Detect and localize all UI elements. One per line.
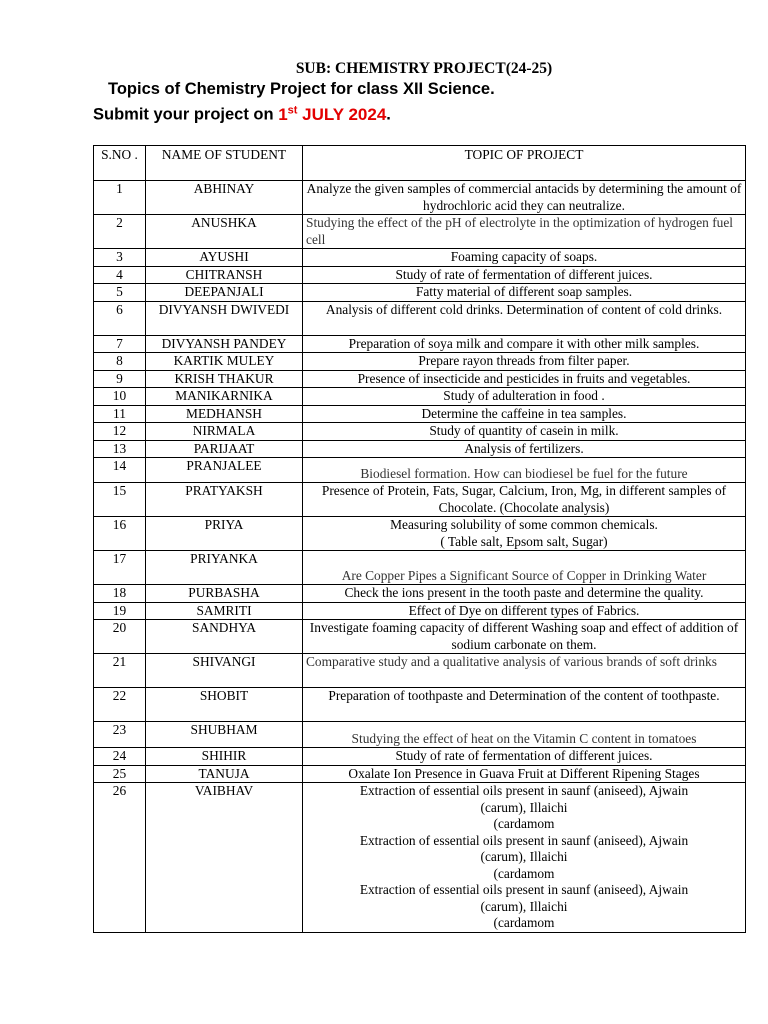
row-topic: Presence of Protein, Fats, Sugar, Calcium, Iron, Mg, in different samples of Chocolate. (Chocolate analysis)	[303, 483, 746, 517]
table-row	[94, 765, 746, 783]
row-sno: 6	[94, 301, 146, 335]
row-sno: 4	[94, 266, 146, 284]
row-student-name: PRANJALEE	[146, 458, 303, 483]
row-student-name: SHIVANGI	[146, 654, 303, 688]
project-topics-table	[93, 145, 746, 933]
topic-line: (cardamom	[493, 816, 555, 831]
subject-heading: SUB: CHEMISTRY PROJECT(24-25)	[295, 60, 553, 77]
row-sno: 15	[94, 483, 146, 517]
topic-line: (carum), Illaichi	[480, 898, 568, 914]
row-student-name: PRIYA	[146, 517, 303, 551]
row-sno: 2	[94, 215, 146, 249]
row-topic	[303, 783, 746, 933]
row-student-name: TANUJA	[146, 765, 303, 783]
row-student-name: ANUSHKA	[146, 215, 303, 249]
table-row	[94, 748, 746, 766]
row-sno: 8	[94, 353, 146, 371]
row-sno: 1	[94, 181, 146, 215]
row-student-name: PRIYANKA	[146, 551, 303, 585]
row-student-name: KRISH THAKUR	[146, 370, 303, 388]
row-student-name: PARIJAAT	[146, 440, 303, 458]
table-row	[94, 405, 746, 423]
row-student-name: SHUBHAM	[146, 722, 303, 748]
row-topic: Study of quantity of casein in milk.	[303, 423, 746, 441]
row-student-name: DIVYANSH PANDEY	[146, 335, 303, 353]
row-student-name: ABHINAY	[146, 181, 303, 215]
row-topic: Check the ions present in the tooth paste and determine the quality.	[303, 585, 746, 603]
row-topic	[303, 517, 746, 551]
row-topic: Determine the caffeine in tea samples.	[303, 405, 746, 423]
topic-line: Extraction of essential oils present in saunf (aniseed), Ajwain	[359, 832, 689, 848]
topics-subtitle: Topics of Chemistry Project for class XII Science.	[108, 80, 495, 98]
table-row	[94, 423, 746, 441]
row-topic: Foaming capacity of soaps.	[303, 249, 746, 267]
row-sno: 12	[94, 423, 146, 441]
row-topic: Analyze the given samples of commercial antacids by determining the amount of hydrochloric acid they can neutralize.	[303, 181, 746, 215]
submit-ordinal: st	[287, 104, 298, 116]
row-topic: Analysis of different cold drinks. Determination of content of cold drinks.	[303, 301, 746, 335]
table-row	[94, 517, 746, 551]
row-sno: 23	[94, 722, 146, 748]
topic-line: (cardamom	[493, 865, 555, 881]
table-row	[94, 301, 746, 335]
submit-day: 1	[278, 104, 288, 124]
topic-line: ( Table salt, Epsom salt, Sugar)	[440, 533, 608, 549]
row-topic: Studying the effect of the pH of electrolyte in the optimization of hydrogen fuel cell	[303, 215, 746, 249]
row-sno: 16	[94, 517, 146, 551]
header-topic: TOPIC OF PROJECT	[303, 146, 746, 181]
topic-line: (carum), Illaichi	[480, 849, 568, 864]
table-row	[94, 440, 746, 458]
table-row	[94, 654, 746, 688]
table-row	[94, 551, 746, 585]
row-sno: 18	[94, 585, 146, 603]
row-topic: Preparation of soya milk and compare it with other milk samples.	[303, 335, 746, 353]
table-row	[94, 688, 746, 722]
topic-line: (cardamom	[493, 915, 555, 930]
row-student-name: KARTIK MULEY	[146, 353, 303, 371]
row-topic: Are Copper Pipes a Significant Source of Copper in Drinking Water	[303, 551, 746, 585]
topic-line: Extraction of essential oils present in saunf (aniseed), Ajwain	[359, 783, 689, 798]
row-topic: Effect of Dye on different types of Fabrics.	[303, 602, 746, 620]
row-sno: 25	[94, 765, 146, 783]
table-row	[94, 388, 746, 406]
row-sno: 11	[94, 405, 146, 423]
table-row	[94, 335, 746, 353]
table-row	[94, 266, 746, 284]
row-topic: Analysis of fertilizers.	[303, 440, 746, 458]
row-topic: Investigate foaming capacity of different Washing soap and effect of addition of sodium carbonate on them.	[303, 620, 746, 654]
table-row	[94, 620, 746, 654]
row-topic: Fatty material of different soap samples.	[303, 284, 746, 302]
row-sno: 22	[94, 688, 146, 722]
row-topic: Comparative study and a qualitative analysis of various brands of soft drinks	[303, 654, 746, 688]
row-student-name: DIVYANSH DWIVEDI	[146, 301, 303, 335]
row-student-name: DEEPANJALI	[146, 284, 303, 302]
row-sno: 9	[94, 370, 146, 388]
row-sno: 3	[94, 249, 146, 267]
row-student-name: PRATYAKSH	[146, 483, 303, 517]
table-row	[94, 483, 746, 517]
row-sno: 24	[94, 748, 146, 766]
header-student-name: NAME OF STUDENT	[146, 146, 303, 181]
row-topic: Study of adulteration in food .	[303, 388, 746, 406]
table-row	[94, 353, 746, 371]
table-row	[94, 722, 746, 748]
table-row	[94, 458, 746, 483]
row-topic: Biodiesel formation. How can biodiesel be fuel for the future	[303, 458, 746, 483]
row-sno: 10	[94, 388, 146, 406]
row-student-name: SHIHIR	[146, 748, 303, 766]
row-student-name: MANIKARNIKA	[146, 388, 303, 406]
submit-month-year: JULY 2024	[297, 104, 387, 124]
row-topic: Prepare rayon threads from filter paper.	[303, 353, 746, 371]
row-topic: Presence of insecticide and pesticides in fruits and vegetables.	[303, 370, 746, 388]
table-row	[94, 249, 746, 267]
row-topic: Study of rate of fermentation of different juices.	[303, 748, 746, 766]
row-topic: Studying the effect of heat on the Vitamin C content in tomatoes	[303, 722, 746, 748]
row-student-name: MEDHANSH	[146, 405, 303, 423]
row-topic: Oxalate Ion Presence in Guava Fruit at Different Ripening Stages	[303, 765, 746, 783]
submit-suffix: .	[386, 105, 391, 124]
table-row	[94, 215, 746, 249]
table-row	[94, 181, 746, 215]
table-row	[94, 602, 746, 620]
table-row	[94, 370, 746, 388]
table-row	[94, 585, 746, 603]
topic-line: Measuring solubility of some common chemicals.	[390, 517, 658, 532]
row-sno: 26	[94, 783, 146, 933]
row-student-name: CHITRANSH	[146, 266, 303, 284]
row-student-name: SHOBIT	[146, 688, 303, 722]
submission-deadline	[93, 104, 391, 125]
table-header-row	[94, 146, 746, 181]
row-sno: 7	[94, 335, 146, 353]
row-sno: 21	[94, 654, 146, 688]
header-sno: S.NO .	[94, 146, 146, 181]
row-topic: Study of rate of fermentation of different juices.	[303, 266, 746, 284]
table-row	[94, 284, 746, 302]
row-sno: 13	[94, 440, 146, 458]
submit-prefix: Submit your project on	[93, 105, 279, 124]
row-student-name: AYUSHI	[146, 249, 303, 267]
row-student-name: NIRMALA	[146, 423, 303, 441]
submit-date	[278, 105, 386, 124]
row-sno: 20	[94, 620, 146, 654]
row-sno: 19	[94, 602, 146, 620]
row-topic: Preparation of toothpaste and Determination of the content of toothpaste.	[303, 688, 746, 722]
row-student-name: SAMRITI	[146, 602, 303, 620]
row-sno: 17	[94, 551, 146, 585]
row-student-name: VAIBHAV	[146, 783, 303, 933]
row-student-name: SANDHYA	[146, 620, 303, 654]
row-student-name: PURBASHA	[146, 585, 303, 603]
topic-line: (carum), Illaichi	[480, 799, 568, 815]
row-sno: 14	[94, 458, 146, 483]
table-row	[94, 783, 746, 933]
row-sno: 5	[94, 284, 146, 302]
topic-line: Extraction of essential oils present in saunf (aniseed), Ajwain	[359, 882, 689, 897]
